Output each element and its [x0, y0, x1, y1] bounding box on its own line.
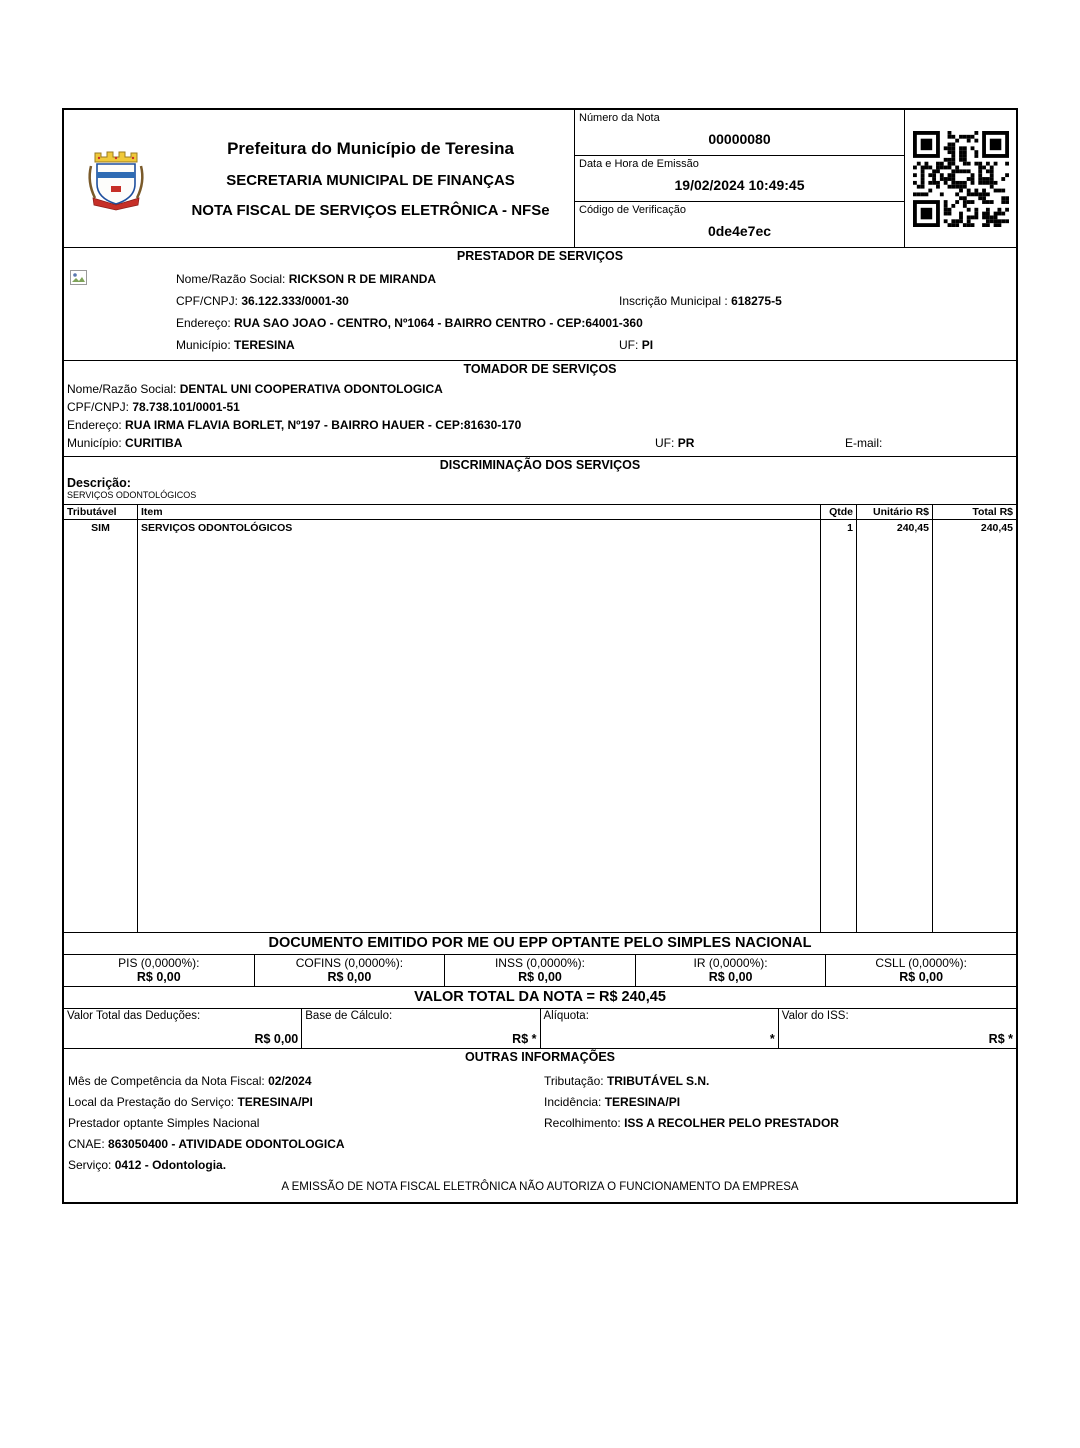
- col-header-item: Item: [137, 505, 820, 519]
- competencia-line: [68, 1071, 1012, 1092]
- tax-cell-csll: [825, 955, 1016, 986]
- prestador-uf-label: UF:: [619, 338, 639, 352]
- prestador-name-line: [176, 268, 1012, 290]
- emission-date-box: [575, 155, 904, 201]
- broken-image-icon: [70, 270, 87, 285]
- tomador-uf-group: [655, 434, 694, 452]
- tax-cell-inss: [444, 955, 635, 986]
- local-prestacao-line: [68, 1092, 1012, 1113]
- nfse-document: [62, 108, 1018, 1204]
- incidencia-value: TERESINA/PI: [604, 1095, 681, 1109]
- prestador-inscricao-value: 618275-5: [731, 294, 782, 308]
- csll-value: R$ 0,00: [899, 970, 944, 984]
- base-calculo-label: Base de Cálculo:: [305, 1010, 393, 1022]
- document-header: [64, 110, 1016, 248]
- tomador-section: [64, 378, 1016, 456]
- tomador-uf-value: PR: [677, 436, 695, 450]
- tomador-cnpj-label: CPF/CNPJ:: [67, 400, 130, 414]
- teresina-coat-of-arms-icon: [85, 146, 147, 212]
- prestador-cnpj-label: CPF/CNPJ:: [176, 294, 239, 308]
- prestador-city-value: TERESINA: [234, 338, 295, 352]
- tomador-name-line: [67, 380, 1013, 398]
- deducoes-value: R$ 0,00: [254, 1032, 299, 1046]
- verification-code-value: 0de4e7ec: [707, 222, 772, 239]
- service-row-unitario: 240,45: [856, 520, 932, 932]
- outras-section: [64, 1066, 1016, 1178]
- emission-date-label: Data e Hora de Emissão: [579, 158, 699, 170]
- csll-label: CSLL (0,0000%):: [875, 956, 967, 970]
- ir-value: R$ 0,00: [708, 970, 753, 984]
- cofins-value: R$ 0,00: [327, 970, 372, 984]
- prestador-city-line: [176, 334, 1012, 356]
- tomador-city-label: Município:: [67, 436, 122, 450]
- service-row-total: 240,45: [932, 520, 1016, 932]
- verification-code-box: [575, 201, 904, 247]
- simples-nacional-banner: DOCUMENTO EMITIDO POR ME OU EPP OPTANTE PELO SIMPLES NACIONAL: [64, 932, 1016, 954]
- aliquota-label: Alíquota:: [543, 1010, 589, 1022]
- aliquota-value: *: [769, 1032, 775, 1046]
- aliquota-cell: [540, 1009, 778, 1048]
- cofins-label: COFINS (0,0000%):: [295, 956, 404, 970]
- totals-row: [64, 1008, 1016, 1048]
- recolhimento-group: [544, 1113, 839, 1134]
- tomador-cnpj-value: 78.738.101/0001-51: [132, 400, 240, 414]
- servicos-section-title: DISCRIMINAÇÃO DOS SERVIÇOS: [64, 456, 1016, 474]
- emission-date-value: 19/02/2024 10:49:45: [674, 176, 805, 193]
- descricao-block: [64, 474, 1016, 504]
- incidencia-group: [544, 1092, 680, 1113]
- servico-line: [68, 1155, 1012, 1176]
- cnae-label: CNAE:: [68, 1137, 105, 1151]
- qr-code-icon: [913, 131, 1009, 227]
- tomador-city-line: [67, 434, 1013, 452]
- prestador-section-title: PRESTADOR DE SERVIÇOS: [456, 249, 624, 263]
- descricao-label: Descrição:: [67, 476, 131, 490]
- prestador-name-value: RICKSON R DE MIRANDA: [288, 272, 437, 286]
- descricao-value: SERVIÇOS ODONTOLÓGICOS: [67, 490, 197, 500]
- tomador-uf-label: UF:: [655, 436, 675, 450]
- col-header-qtde: Qtde: [820, 505, 856, 519]
- pis-value: R$ 0,00: [136, 970, 181, 984]
- tributacao-value: TRIBUTÁVEL S.N.: [606, 1074, 710, 1088]
- competencia-value: 02/2024: [268, 1074, 312, 1088]
- servico-value: 0412 - Odontologia.: [114, 1158, 227, 1172]
- tax-cell-pis: [64, 955, 254, 986]
- valor-iss-label: Valor do ISS:: [781, 1010, 849, 1022]
- col-header-tributavel: Tributável: [67, 506, 117, 518]
- prestador-address-line: [176, 312, 1012, 334]
- base-calculo-cell: [301, 1009, 539, 1048]
- tributacao-group: [544, 1071, 709, 1092]
- municipality-title: Prefeitura do Município de Teresina: [227, 138, 514, 158]
- deducoes-cell: [64, 1009, 301, 1048]
- valor-iss-cell: [778, 1009, 1016, 1048]
- valor-iss-value: R$ *: [988, 1032, 1013, 1046]
- ir-label: IR (0,0000%):: [693, 956, 768, 970]
- service-row-qtde: 1: [820, 520, 856, 932]
- service-row-tributavel: SIM: [91, 522, 110, 534]
- competencia-label: Mês de Competência da Nota Fiscal:: [68, 1074, 265, 1088]
- local-prestacao-label: Local da Prestação do Serviço:: [68, 1095, 235, 1109]
- nota-number-value: 00000080: [708, 130, 771, 147]
- document-type-title: NOTA FISCAL DE SERVIÇOS ELETRÔNICA - NFSe: [191, 201, 550, 219]
- secretary-title: SECRETARIA MUNICIPAL DE FINANÇAS: [226, 171, 515, 189]
- prestador-name-label: Nome/Razão Social:: [176, 272, 286, 286]
- prestador-address-value: RUA SAO JOAO - CENTRO, Nº1064 - BAIRRO CENTRO - CEP:64001-360: [234, 316, 643, 330]
- tomador-address-label: Endereço:: [67, 418, 122, 432]
- cnae-line: [68, 1134, 1012, 1155]
- tax-row: [64, 954, 1016, 986]
- tomador-city-value: CURITIBA: [125, 436, 183, 450]
- recolhimento-label: Recolhimento:: [544, 1116, 621, 1130]
- col-header-total: Total R$: [932, 505, 1016, 519]
- tomador-address-value: RUA IRMA FLAVIA BORLET, Nº197 - BAIRRO HAUER - CEP:81630-170: [125, 418, 522, 432]
- prestador-cnpj-line: [176, 290, 1012, 312]
- prestador-fields: [176, 268, 1012, 356]
- prestador-inscricao-group: [619, 290, 782, 312]
- prestador-city-label: Município:: [176, 338, 231, 352]
- provider-logo-placeholder: [68, 268, 148, 352]
- local-prestacao-value: TERESINA/PI: [237, 1095, 313, 1109]
- tomador-cnpj-line: [67, 398, 1013, 416]
- verification-code-label: Código de Verificação: [579, 204, 687, 216]
- inss-value: R$ 0,00: [518, 970, 562, 984]
- tomador-section-title: TOMADOR DE SERVIÇOS: [64, 360, 1016, 378]
- prestador-uf-value: PI: [641, 338, 654, 352]
- tax-cell-ir: [635, 955, 826, 986]
- nota-number-box: [575, 110, 904, 155]
- header-titles: [167, 110, 574, 247]
- servico-label: Serviço:: [68, 1158, 112, 1172]
- tomador-name-value: DENTAL UNI COOPERATIVA ODONTOLOGICA: [179, 382, 443, 396]
- optante-text: Prestador optante Simples Nacional: [68, 1116, 260, 1130]
- tomador-address-line: [67, 416, 1013, 434]
- recolhimento-value: ISS A RECOLHER PELO PRESTADOR: [624, 1116, 839, 1130]
- footer-disclaimer: A EMISSÃO DE NOTA FISCAL ELETRÔNICA NÃO AUTORIZA O FUNCIONAMENTO DA EMPRESA: [281, 1181, 799, 1193]
- tomador-email-label: E-mail:: [845, 436, 883, 450]
- pis-label: PIS (0,0000%):: [118, 956, 200, 970]
- prestador-cnpj-value: 36.122.333/0001-30: [241, 294, 349, 308]
- col-header-unitario: Unitário R$: [856, 505, 932, 519]
- base-calculo-value: R$ *: [512, 1032, 537, 1046]
- service-row-item: SERVIÇOS ODONTOLÓGICOS: [137, 520, 820, 932]
- prestador-uf-group: [619, 334, 653, 356]
- tributacao-label: Tributação:: [544, 1074, 604, 1088]
- inss-label: INSS (0,0000%):: [494, 956, 585, 970]
- tomador-email-group: [845, 434, 882, 452]
- cnae-value: 863050400 - ATIVIDADE ODONTOLOGICA: [108, 1137, 345, 1151]
- optante-line: [68, 1113, 1012, 1134]
- header-info-column: [574, 110, 904, 247]
- tax-cell-cofins: [254, 955, 445, 986]
- deducoes-label: Valor Total das Deduções:: [67, 1010, 201, 1022]
- qr-code-cell: [904, 110, 1016, 247]
- nota-number-label: Número da Nota: [579, 112, 660, 124]
- prestador-section: [64, 265, 1016, 360]
- municipality-logo: [64, 110, 167, 247]
- outras-section-title: OUTRAS INFORMAÇÕES: [64, 1048, 1016, 1066]
- prestador-address-label: Endereço:: [176, 316, 231, 330]
- services-table-header: [64, 504, 1016, 520]
- tomador-name-label: Nome/Razão Social:: [67, 382, 177, 396]
- total-banner: VALOR TOTAL DA NOTA = R$ 240,45: [64, 986, 1016, 1008]
- incidencia-label: Incidência:: [544, 1095, 602, 1109]
- prestador-inscricao-label: Inscrição Municipal :: [619, 294, 728, 308]
- services-table-body: [64, 520, 1016, 932]
